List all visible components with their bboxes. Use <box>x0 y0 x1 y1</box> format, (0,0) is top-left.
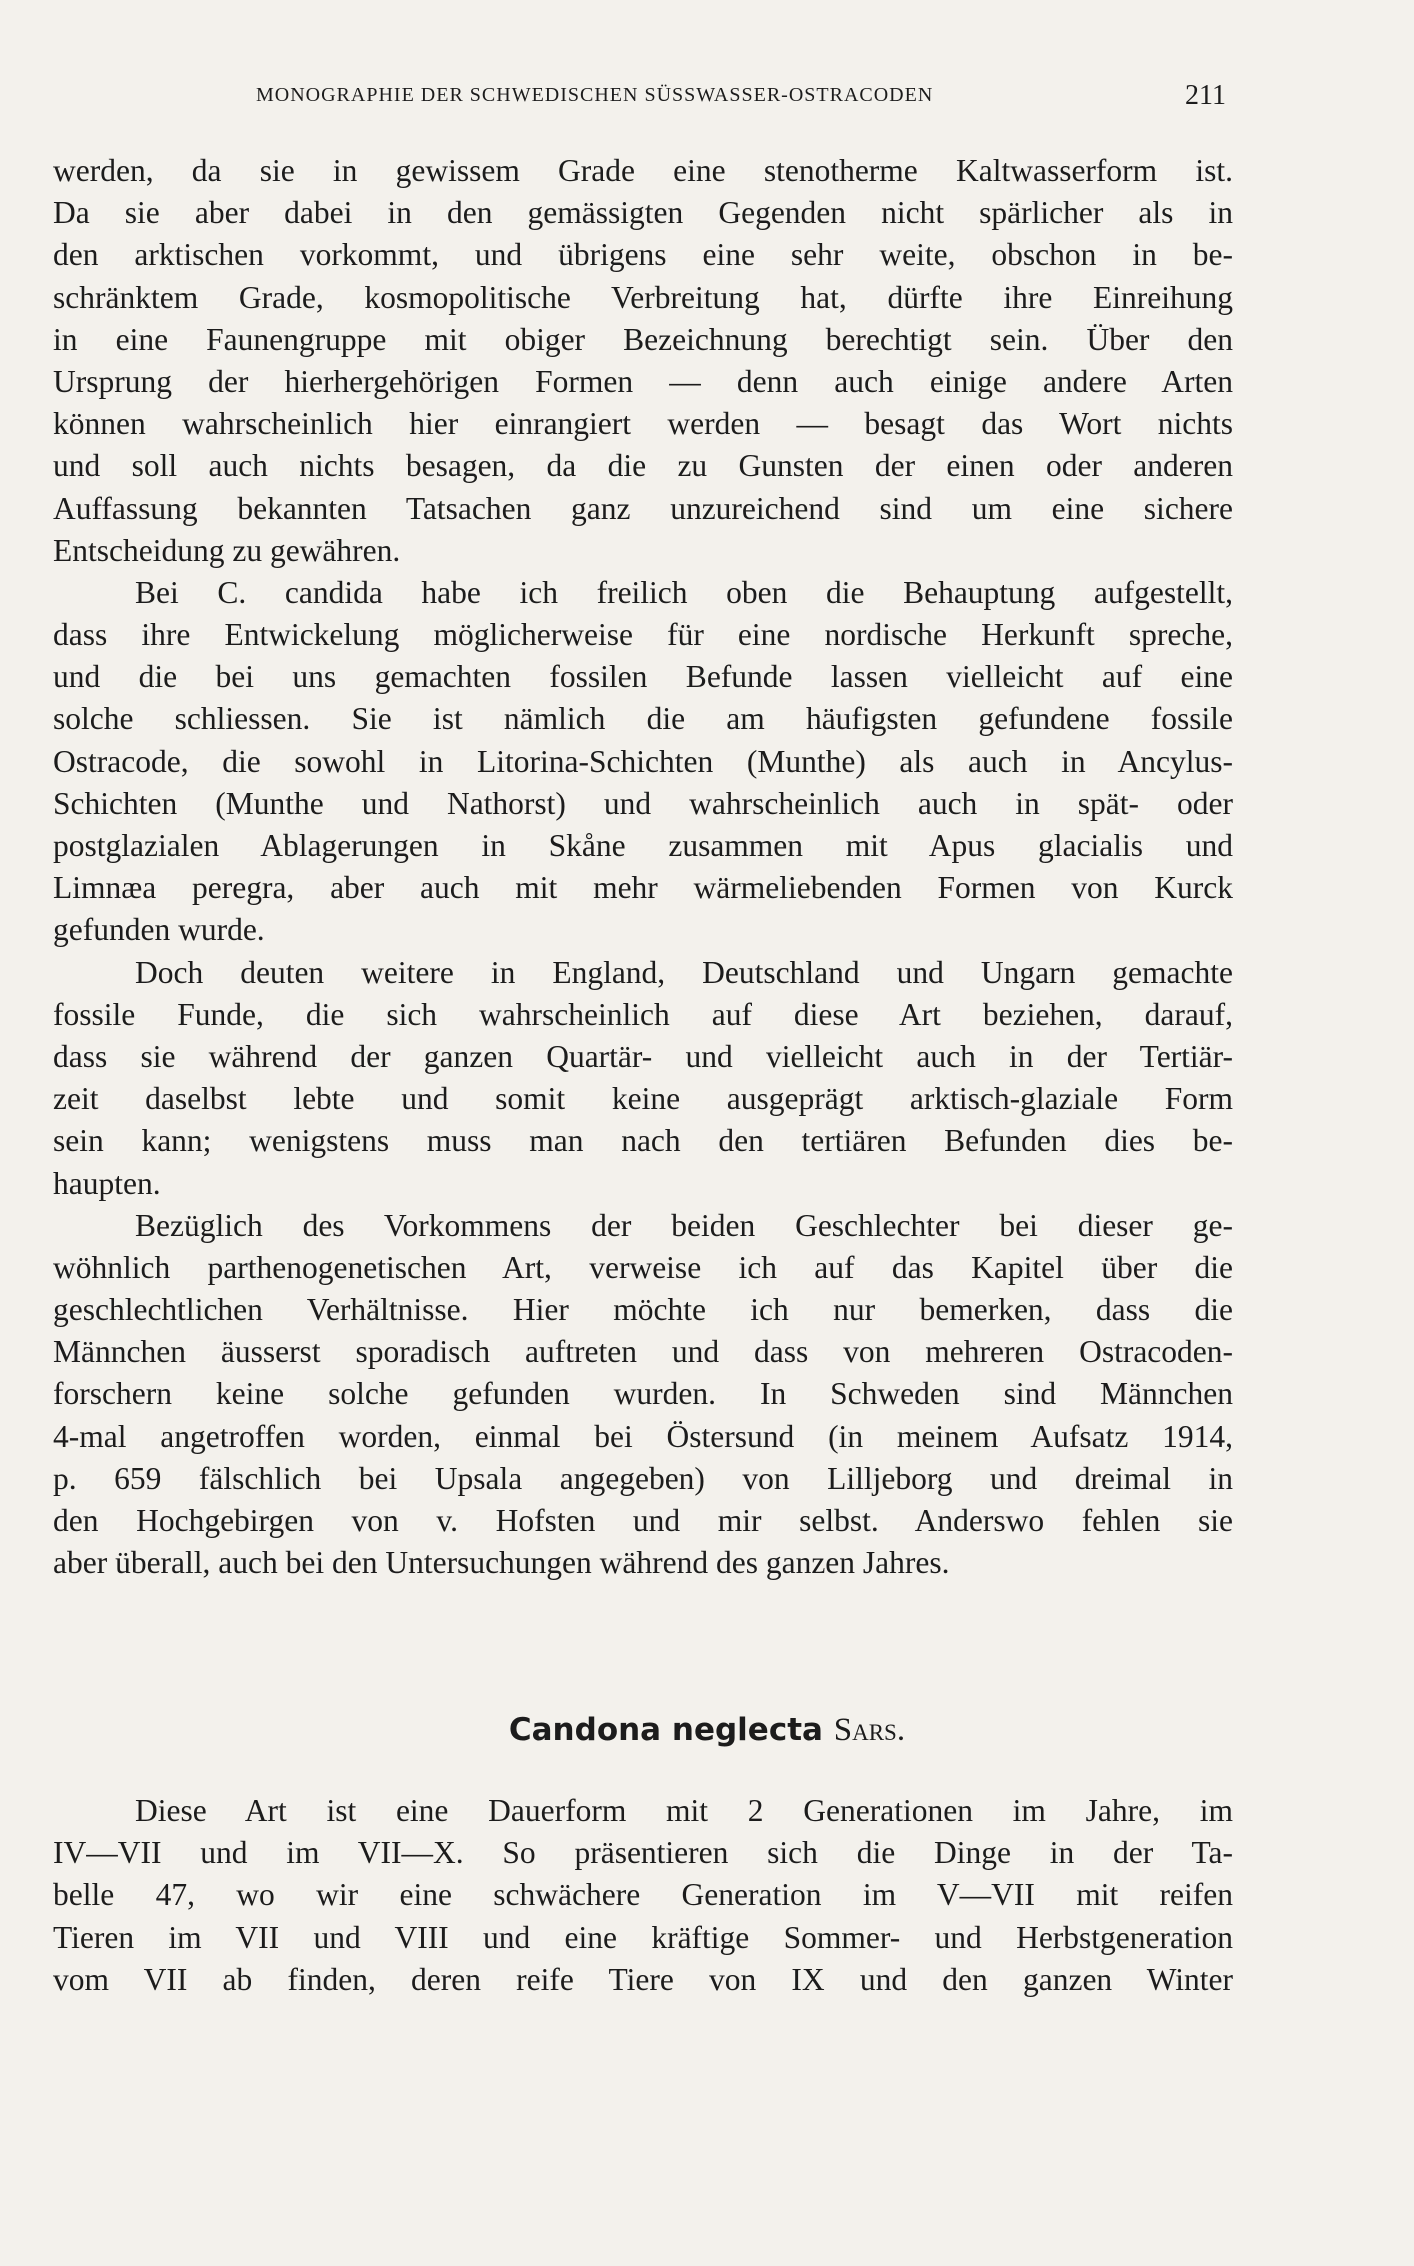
species-author: Sars. <box>833 1712 906 1748</box>
text-line: sein kann; wenigstens muss man nach den tertiären Befunden dies be- <box>53 1123 1233 1159</box>
text-line: 4-mal angetroffen worden, einmal bei Östersund (in meinem Aufsatz 1914, <box>53 1418 1233 1454</box>
text-line: Auffassung bekannten Tatsachen ganz unzureichend sind um eine sichere <box>53 490 1233 526</box>
text-line: schränktem Grade, kosmopolitische Verbreitung hat, dürfte ihre Einreihung <box>53 279 1233 315</box>
text-line: Diese Art ist eine Dauerform mit 2 Generationen im Jahre, im <box>135 1793 1233 1828</box>
text-line: Bezüglich des Vorkommens der beiden Geschlechter bei dieser ge- <box>135 1207 1233 1243</box>
text-line: Schichten (Munthe und Nathorst) und wahrscheinlich auch in spät- oder <box>53 785 1233 821</box>
text-line: den arktischen vorkommt, und übrigens eine sehr weite, obschon in be- <box>53 237 1233 273</box>
text-line: forschern keine solche gefunden wurden. In Schweden sind Männchen <box>53 1376 1233 1412</box>
text-line: Männchen äusserst sporadisch auftreten und dass von mehreren Ostracoden- <box>53 1334 1233 1370</box>
text-line: gefunden wurde. <box>53 912 265 948</box>
text-line: werden, da sie in gewissem Grade eine stenotherme Kaltwasserform ist. <box>53 153 1233 188</box>
text-line: Ursprung der hierhergehörigen Formen — denn auch einige andere Arten <box>53 363 1233 399</box>
text-line: Ostracode, die sowohl in Litorina-Schichten (Munthe) als auch in Ancylus- <box>53 743 1233 779</box>
running-title: MONOGRAPHIE DER SCHWEDISCHEN SÜSSWASSER-OSTRACODEN <box>256 84 934 106</box>
text-line: solche schliessen. Sie ist nämlich die am häufigsten gefundene fossile <box>53 701 1233 737</box>
body-text-block-2 <box>53 1790 1233 2001</box>
text-line: Doch deuten weitere in England, Deutschland und Ungarn gemachte <box>135 954 1233 990</box>
text-line: vom VII ab finden, deren reife Tiere von IX und den ganzen Winter <box>53 1961 1233 1997</box>
text-line: den Hochgebirgen von v. Hofsten und mir selbst. Anderswo fehlen sie <box>53 1503 1233 1538</box>
text-line: aber überall, auch bei den Untersuchungen während des ganzen Jahres. <box>53 1545 950 1581</box>
text-line: Da sie aber dabei in den gemässigten Gegenden nicht spärlicher als in <box>53 195 1233 231</box>
text-line: belle 47, wo wir eine schwächere Generation im V—VII mit reifen <box>53 1877 1233 1913</box>
text-line: Limnæa peregra, aber auch mit mehr wärmeliebenden Formen von Kurck <box>53 870 1233 906</box>
text-line: können wahrscheinlich hier einrangiert werden — besagt das Wort nichts <box>53 406 1233 442</box>
text-line: wöhnlich parthenogenetischen Art, verweise ich auf das Kapitel über die <box>53 1249 1233 1285</box>
text-line: und die bei uns gemachten fossilen Befunde lassen vielleicht auf eine <box>53 659 1233 695</box>
text-line: haupten. <box>53 1165 161 1201</box>
text-line: und soll auch nichts besagen, da die zu Gunsten der einen oder anderen <box>53 448 1233 484</box>
text-line: Entscheidung zu gewähren. <box>53 532 401 568</box>
text-line: IV—VII und im VII—X. So präsentieren sich die Dinge in der Ta- <box>53 1835 1233 1871</box>
body-text-block <box>53 150 1233 1584</box>
text-line: p. 659 fälschlich bei Upsala angegeben) von Lilljeborg und dreimal in <box>53 1460 1233 1496</box>
text-line: postglazialen Ablagerungen in Skåne zusammen mit Apus glacialis und <box>53 828 1233 863</box>
text-line: geschlechtlichen Verhältnisse. Hier möchte ich nur bemerken, dass die <box>53 1292 1233 1328</box>
page-number: 211 <box>1185 80 1226 111</box>
section-heading <box>0 1712 1414 1749</box>
text-line: fossile Funde, die sich wahrscheinlich auf diese Art beziehen, darauf, <box>53 996 1233 1032</box>
species-name: Candona neglecta <box>508 1712 823 1748</box>
text-line: Bei C. candida habe ich freilich oben die Behauptung aufgestellt, <box>135 574 1233 610</box>
text-line: dass sie während der ganzen Quartär- und vielleicht auch in der Tertiär- <box>53 1038 1233 1074</box>
text-line: zeit daselbst lebte und somit keine ausgeprägt arktisch-glaziale Form <box>53 1081 1233 1117</box>
text-line: Tieren im VII und VIII und eine kräftige Sommer- und Herbstgeneration <box>53 1919 1233 1955</box>
text-line: in eine Faunengruppe mit obiger Bezeichnung berechtigt sein. Über den <box>53 321 1233 357</box>
text-line: dass ihre Entwickelung möglicherweise für eine nordische Herkunft spreche, <box>53 617 1233 653</box>
